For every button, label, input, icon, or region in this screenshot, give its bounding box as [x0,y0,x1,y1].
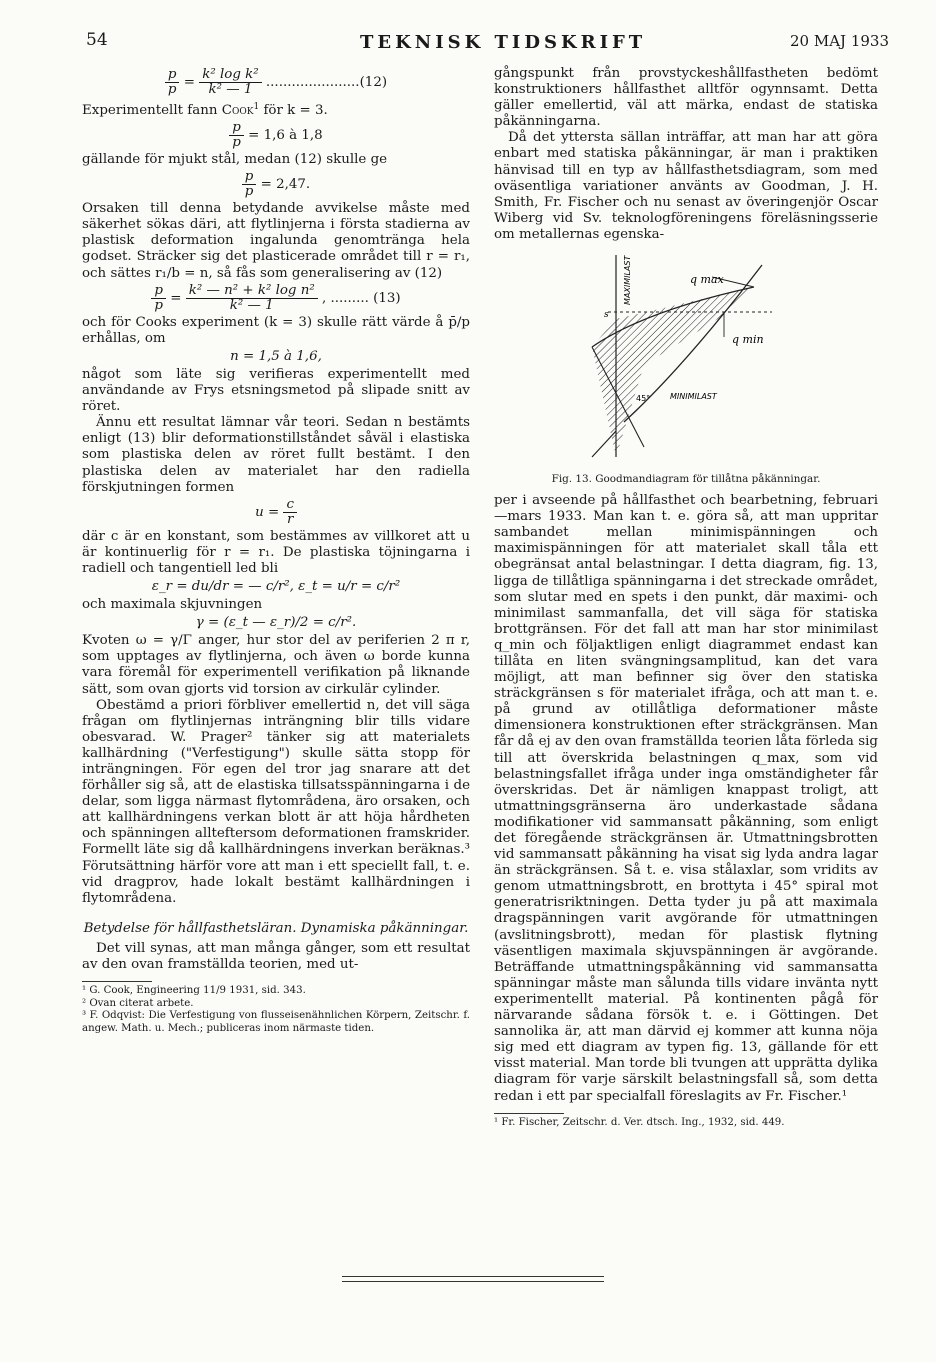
paragraph: Kvoten ω = γ/Γ anger, hur stor del av periferien 2 π r, som upptages av flytlinjerna, och även ω borde kunna vara föremål för experimentell verifikation på liknande sätt, som ovan gjorts vid torsion av cirkulär cylinder. [82,633,470,697]
paragraph: Ännu ett resultat lämnar vår teori. Sedan n bestämts enligt (13) blir deformationstillståndet såväl i elastiska som plastiska delen av röret fullt bestämt. I den plastiska delen av materialet har den radiella förskjutningen formen [82,415,470,495]
paragraph: där c är en konstant, som bestämmes av villkoret att u är kontinuerlig för r = r₁. De plastiska töjningarna i radiell och tangentiell led bli [82,528,470,576]
equation-c: n = 1,5 à 1,6, [230,348,322,364]
footnote: ³ F. Odqvist: Die Verfestigung von flusseisenähnlichen Körpern, Zeitschr. f. angew. Math. u. Mech.; publiceras inom närmaste tiden. [82,1010,470,1034]
page-number: 54 [86,30,108,50]
journal-title: TEKNISK TIDSKRIFT [360,32,647,53]
bottom-double-rule [342,1276,604,1282]
paragraph: och maximala skjuvningen [82,597,263,613]
footnote: ¹ Fr. Fischer, Zeitschr. d. Ver. dtsch. Ing., 1932, sid. 449. [494,1116,785,1128]
paragraph: Orsaken till denna betydande avvikelse måste med säkerhet sökas däri, att flytlinjerna i första stadierna av plastisk deformation ingalunda genomtränga hela godset. Sträcker sig det plasticerade området till r = r₁, och sättes r₁/b = n, så fås som generalisering av (12) [82,201,470,281]
paragraph: gångspunkt från provstyckeshållfastheten bedömt konstruktioners hållfasthet alltför ogynnsamt. Detta gäller emellertid, väl att märka, endast de statiska påkänningarna. [494,66,878,130]
page-header [0,30,936,54]
footnote-rule [82,981,152,982]
section-heading: Betydelse för hållfasthetsläran. Dynamiska påkänningar. [83,920,469,936]
paragraph: per i avseende på hållfasthet och bearbetning, februari—mars 1933. Man kan t. e. göra så, att man uppritar sambandet mellan minimispänningen och maximispänningen för att materialet skall tåla ett obegränsat antal belastningar. I detta diagram, fig. 13, ligga de tillåtliga spänningarna i det streckade området, som slutar med en spets i den punkt, där maximi- och minimilast sammanfalla, det vill säga för statiska brottgränsen. För det fall att man har stor minimilast q_min och följaktligen enligt diagrammet endast kan tillåta en liten svängningsamplitud, kan det vara möjligt, att man befinner sig över den statiska sträckgränsen s för materialet ifråga, och att man t. e. på grund av otillåtliga deformationer måste dimensionera konstruktionen efter sträckgränsen. Man får då ej av den ovan framställda teorien låta förleda sig till att överskrida belastningen q_max, som vid belastningsfallet ifråga under inga omständigheter får överskridas. Det är nämligen knappast troligt, att utmattningsgränserna äro underkastade sådana modifikationer vid sammansatt påkänning, som enligt det föregående sträckgränsen är. Utmattningsbrotten vid sammansatt påkänning ha visat sig lyda andra lagar än sträckgränsen. Så t. e. visa stålaxlar, som vridits av genom utmattningsbrott, en brottyta i 45° spiral mot generatrisriktningen. Detta tyder ju på att maximala dragspänningen varit avgörande för utmattningen (avslitningsbrott), medan för plastisk flytning väsentligen maximala skjuvspänningen är avgörande. Beträffande utmattningspåkänning vid sammansatta spänningar måste man sålunda tills vidare invänta nytt experimentellt material. På kontinenten pågå för närvarande sådana försök t. e. i Göttingen. Det sannolika är, att man därvid ej kommer att kunna nöja sig med ett diagram av typen fig. 13, gällande för ett visst material. Man torde bli tvungen att upprätta dylika diagram för varje särskilt belastningsfall så, som detta redan i ett par specialfall föreslagits av Fr. Fischer.¹ [494,493,878,1104]
paragraph: och för Cooks experiment (k = 3) skulle rätt värde å p̄/p erhållas, om [82,314,470,346]
figure-caption: Fig. 13. Goodmandiagram för tillåtna påkänningar. [551,473,821,486]
footnote: ² Ovan citerat arbete. [82,997,194,1009]
equation-b: $\frac{p}{p}$ = 2,47. [82,170,470,199]
s-label: s [604,310,609,321]
equation-d: u = $\frac{c}{r}$ [82,498,470,527]
qmax-label: q max [690,273,724,287]
footnote: ¹ G. Cook, Engineering 11/9 1931, sid. 343. [82,985,306,997]
qmin-label: q min [732,333,764,347]
right-column [494,66,878,1129]
paragraph: Det vill synas, att man många gånger, som ett resultat av den ovan framställda teorien, med ut- [82,940,470,973]
goodman-diagram [584,247,794,467]
equation-e: ε_r = du/dr = — c/r², ε_t = u/r = c/r² [151,578,401,594]
maximilast-label: MAXIMILAST [623,255,632,306]
equation-f: γ = (ε_t — ε_r)/2 = c/r². [195,615,357,631]
equation-12: $\frac{p}{p}$ = $\frac{\text{k² log k²}}{\text{k² — 1}}$ ......................(12) [82,68,470,97]
paragraph: något som läte sig verifieras experimentellt med användande av Frys etsningsmetod på slipade snitt av röret. [82,366,470,415]
figure-13 [494,243,878,493]
minimilast-label: MINIMILAST [670,392,717,402]
left-column [82,66,470,1036]
equation-13: $\frac{p}{p}$ = $\frac{\text{k² — n² + k² log n²}}{\text{k² — 1}}$ , ......... (13) [82,284,470,313]
paragraph: Experimentellt fann Cook$^1$ för k = 3. [82,102,328,118]
paragraph: Obestämd a priori förbliver emellertid n, det vill säga frågan om flytlinjernas inträngning blir tills vidare obesvarad. W. Prager² tänker sig att materialets kallhärdning ("Verfestigung") skulle sätta stopp för inträngningen. För egen del tror jag snarare att det förhåller sig så, att de elastiska tillsatsspänningarna i de delar, som ligga närmast flytområdena, äro orsaken, och att kallhärdningens verkan blott är att höja hårdheten och spänningen allteftersom deformationen framskrider. Formellt läte sig då kallhärdningens inverkan beräknas.³ Förutsättning härför vore att man i ett speciellt fall, t. e. vid dragprov, hade lokalt bestämt kallhärdningen i flytområdena. [82,697,470,906]
issue-date: 20 MAJ 1933 [790,32,890,50]
angle-label: 45° [636,394,651,404]
equation-a: $\frac{p}{p}$ = 1,6 à 1,8 [82,121,470,150]
paragraph: Då det yttersta sällan inträffar, att man har att göra enbart med statiska påkänningar, är man i praktiken hänvisad till en typ av hållfasthetsdiagram, som med oväsentliga variationer använts av Goodman, J. H. Smith, Fr. Fischer och nu senast av överingenjör Oscar Wiberg vid Sv. teknologföreningens föreläsningsserie om metallernas egenska- [494,130,878,242]
paragraph: gällande för mjukt stål, medan (12) skulle ge [82,152,388,168]
footnote-rule [494,1113,564,1114]
